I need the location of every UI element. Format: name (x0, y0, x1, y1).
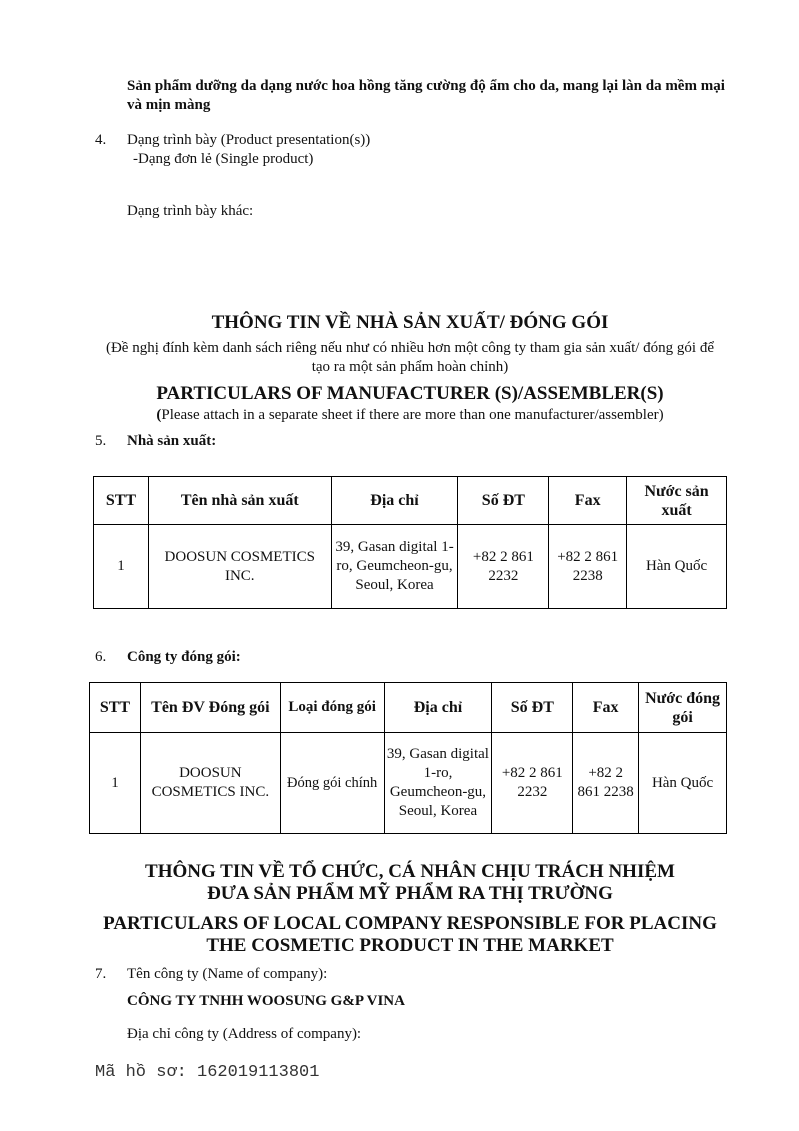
product-description: Sản phẩm dưỡng da dạng nước hoa hồng tăng cường độ ẩm cho da, mang lại làn da mềm mại và mịn màng (127, 78, 725, 113)
company-name-label: Tên công ty (Name of company): (127, 966, 328, 982)
manufacturer-note-vi: (Đề nghị đính kèm danh sách riêng nếu như có nhiều hơn một công ty tham gia sản xuất/ đóng gói để tạo ra một sản phẩm hoàn chỉnh) (105, 340, 715, 375)
manufacturer-table (93, 476, 727, 609)
header-cell: STT (90, 683, 141, 733)
cell-fax: +82 2 861 2238 (549, 525, 627, 609)
header-cell: Địa chỉ (384, 683, 492, 733)
table-row (94, 525, 727, 609)
header-cell: STT (94, 477, 149, 525)
presentation-other: Dạng trình bày khác: (127, 203, 254, 219)
manufacturer-title-en: PARTICULARS OF MANUFACTURER (S)/ASSEMBLER(S) (156, 383, 664, 404)
cell-country: Hàn Quốc (627, 525, 727, 609)
cell-phone: +82 2 861 2232 (492, 733, 573, 834)
cell-stt: 1 (94, 525, 149, 609)
cell-stt: 1 (90, 733, 141, 834)
item-number-7: 7. (95, 966, 107, 982)
local-title-vi-1: THÔNG TIN VỀ TỔ CHỨC, CÁ NHÂN CHỊU TRÁCH NHIỆM (145, 861, 675, 882)
cell-name: DOOSUN COSMETICS INC. (140, 733, 280, 834)
header-cell: Fax (573, 683, 639, 733)
header-cell: Tên nhà sản xuất (148, 477, 331, 525)
header-cell: Nước sản xuất (627, 477, 727, 525)
header-cell: Địa chỉ (331, 477, 458, 525)
company-name-value: CÔNG TY TNHH WOOSUNG G&P VINA (127, 993, 405, 1009)
table-row (90, 733, 727, 834)
presentation-single: -Dạng đơn lẻ (Single product) (133, 151, 314, 167)
manufacturer-note-en: (Please attach in a separate sheet if there are more than one manufacturer/assembler) (156, 407, 664, 423)
company-address-label: Địa chỉ công ty (Address of company): (127, 1026, 362, 1042)
header-cell: Tên ĐV Đóng gói (140, 683, 280, 733)
table-header-row (94, 477, 727, 525)
local-title-en-1: PARTICULARS OF LOCAL COMPANY RESPONSIBLE FOR PLACING (103, 913, 717, 934)
header-cell: Số ĐT (458, 477, 549, 525)
item-number-6: 6. (95, 649, 107, 665)
cell-name: DOOSUN COSMETICS INC. (148, 525, 331, 609)
header-cell: Fax (549, 477, 627, 525)
cell-pack-type: Đóng gói chính (280, 733, 384, 834)
table-header-row (90, 683, 727, 733)
cell-phone: +82 2 861 2232 (458, 525, 549, 609)
header-cell: Nước đóng gói (639, 683, 727, 733)
presentation-label: Dạng trình bày (Product presentation(s)) (127, 132, 371, 148)
item-number-5: 5. (95, 433, 107, 449)
cell-country: Hàn Quốc (639, 733, 727, 834)
header-cell: Loại đóng gói (280, 683, 384, 733)
file-code: Mã hồ sơ: 162019113801 (95, 1063, 320, 1082)
cell-fax: +82 2 861 2238 (573, 733, 639, 834)
cell-address: 39, Gasan digital 1-ro, Geumcheon-gu, Seoul, Korea (384, 733, 492, 834)
packer-label: Công ty đóng gói: (127, 649, 241, 665)
header-cell: Số ĐT (492, 683, 573, 733)
local-title-vi-2: ĐƯA SẢN PHẨM MỸ PHẨM RA THỊ TRƯỜNG (207, 883, 613, 904)
cell-address: 39, Gasan digital 1-ro, Geumcheon-gu, Seoul, Korea (331, 525, 458, 609)
manufacturer-title-vi: THÔNG TIN VỀ NHÀ SẢN XUẤT/ ĐÓNG GÓI (211, 312, 609, 333)
local-title-en-2: THE COSMETIC PRODUCT IN THE MARKET (206, 935, 614, 956)
manufacturer-note-en-text: Please attach in a separate sheet if there are more than one manufacturer/assembler) (161, 407, 664, 423)
packer-table (89, 682, 727, 834)
manufacturer-label: Nhà sản xuất: (127, 433, 217, 449)
item-number-4: 4. (95, 132, 107, 148)
